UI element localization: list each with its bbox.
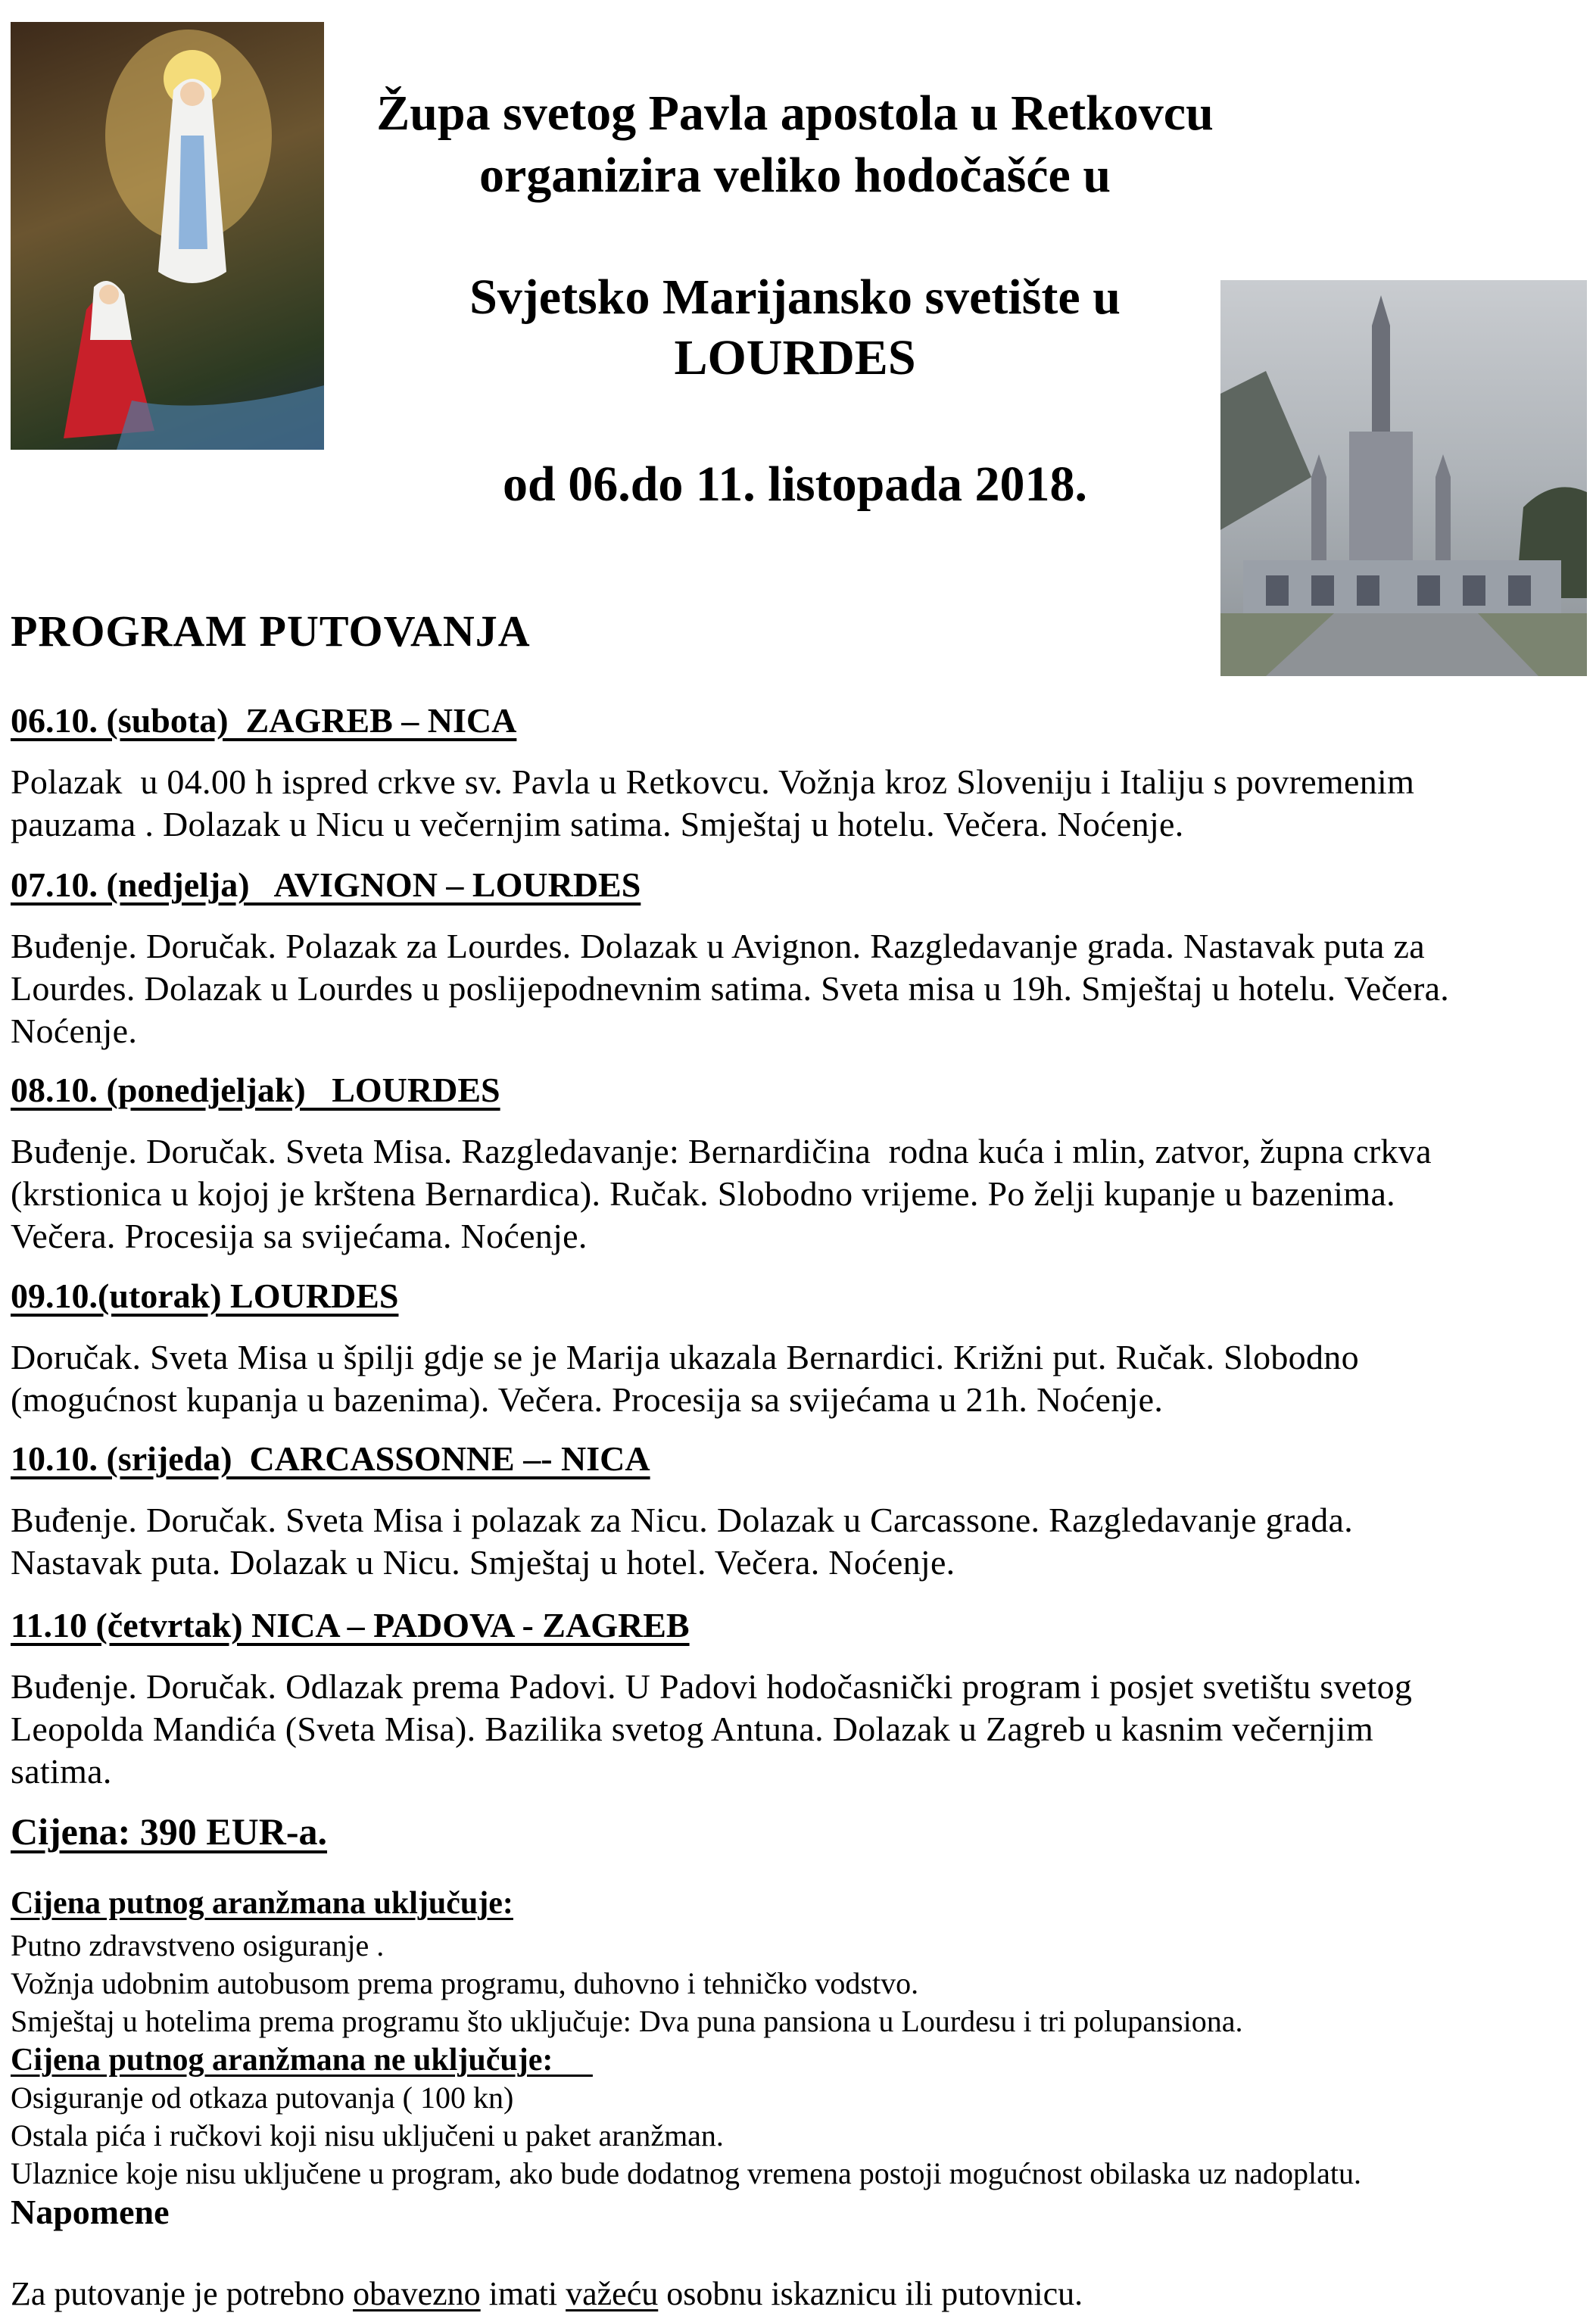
day-description [11,1666,1412,1793]
title-line-3: Svjetsko Marijansko svetište u [469,270,1121,325]
description-line: satima. [11,1752,112,1791]
excludes-item: Osiguranje od otkaza putovanja ( 100 kn) [11,2081,514,2115]
program-heading: PROGRAM PUTOVANJA [11,606,531,656]
description-line: Buđenje. Doručak. Odlazak prema Padovi. U Padovi hodočasnički program i posjet svetištu svetog [11,1667,1413,1706]
description-line: Doručak. Sveta Misa u špilji gdje se je Marija ukazala Bernardici. Križni put. Ručak. Slobodno [11,1338,1359,1376]
description-line: Noćenje. [11,1012,138,1050]
includes-list [11,1927,1242,2040]
excludes-heading: Cijena putnog aranžmana ne uključuje: [11,2043,593,2078]
lourdes-apparition-image [11,22,324,450]
description-line: Buđenje. Doručak. Sveta Misa i polazak za Nicu. Dolazak u Carcassone. Razgledavanje grada. [11,1501,1354,1539]
description-line: (krstionica u kojoj je krštena Bernardica). Ručak. Slobodno vrijeme. Po želji kupanje u bazenima. [11,1174,1395,1213]
notes-text-mid: imati [480,2275,566,2312]
day-heading: 11.10 (četvrtak) NICA – PADOVA - ZAGREB [11,1606,690,1644]
description-line: Buđenje. Doručak. Polazak za Lourdes. Dolazak u Avignon. Razgledavanje grada. Nastavak puta za [11,927,1425,965]
day-heading: 07.10. (nedjelja) AVIGNON – LOURDES [11,865,641,904]
description-line: Polazak u 04.00 h ispred crkve sv. Pavla u Retkovcu. Vožnja kroz Sloveniju i Italiju s povremenim [11,762,1415,801]
excludes-list [11,2079,1361,2193]
includes-item: Vožnja udobnim autobusom prema programu, duhovno i tehničko vodstvo. [11,1966,919,2000]
includes-item: Putno zdravstveno osiguranje . [11,1928,385,1962]
notes-obavezno: obavezno [353,2275,481,2312]
day-heading: 09.10.(utorak) LOURDES [11,1277,399,1315]
description-line: Leopolda Mandića (Sveta Misa). Bazilika svetog Antuna. Dolazak u Zagreb u kasnim večernjim [11,1710,1374,1748]
description-line: Večera. Procesija sa svijećama. Noćenje. [11,1217,588,1255]
day-description [11,925,1449,1052]
includes-heading: Cijena putnog aranžmana uključuje: [11,1886,513,1921]
title-dates: od 06.do 11. listopada 2018. [502,457,1088,512]
notes-vazecu: važeću [566,2275,659,2312]
description-line: pauzama . Dolazak u Nicu u večernjim satima. Smještaj u hotelu. Večera. Noćenje. [11,805,1184,843]
notes-heading: Napomene [11,2193,170,2231]
day-description [11,1499,1353,1584]
includes-item: Smještaj u hotelima prema programu što uključuje: Dva puna pansiona u Lourdesu i tri polupansiona. [11,2004,1243,2038]
notes-text-pre: Za putovanje je potrebno [11,2275,354,2312]
description-line: Nastavak puta. Dolazak u Nicu. Smještaj u hotel. Večera. Noćenje. [11,1543,955,1582]
excludes-item: Ulaznice koje nisu uključene u program, ako bude dodatnog vremena postoji mogućnost obilaska uz nadoplatu. [11,2156,1361,2190]
excludes-item: Ostala pića i ručkovi koji nisu uključeni u paket aranžman. [11,2118,724,2152]
notes-text [11,2237,1083,2313]
day-description [11,1130,1432,1258]
day-description [11,761,1414,846]
description-line: (mogućnost kupanja u bazenima). Večera. Procesija sa svijećama u 21h. Noćenje. [11,1380,1164,1419]
day-heading: 06.10. (subota) ZAGREB – NICA [11,701,517,740]
title-line-4: LOURDES [674,330,916,385]
day-heading: 10.10. (srijeda) CARCASSONNE –- NICA [11,1439,650,1478]
title-line-2: organizira veliko hodočašće u [478,148,1111,203]
description-line: Lourdes. Dolazak u Lourdes u poslijepodnevnim satima. Sveta misa u 19h. Smještaj u hotelu. Večera. [11,969,1450,1008]
day-description [11,1336,1359,1421]
notes-text-post: osobnu iskaznicu ili putovnicu. [658,2275,1083,2312]
lourdes-basilica-image [1220,280,1587,676]
price: Cijena: 390 EUR-a. [11,1810,328,1853]
day-heading: 08.10. (ponedjeljak) LOURDES [11,1071,500,1109]
description-line: Buđenje. Doručak. Sveta Misa. Razgledavanje: Bernardičina rodna kuća i mlin, zatvor, župna crkva [11,1132,1432,1171]
title-line-1: Župa svetog Pavla apostola u Retkovcu [376,86,1214,141]
